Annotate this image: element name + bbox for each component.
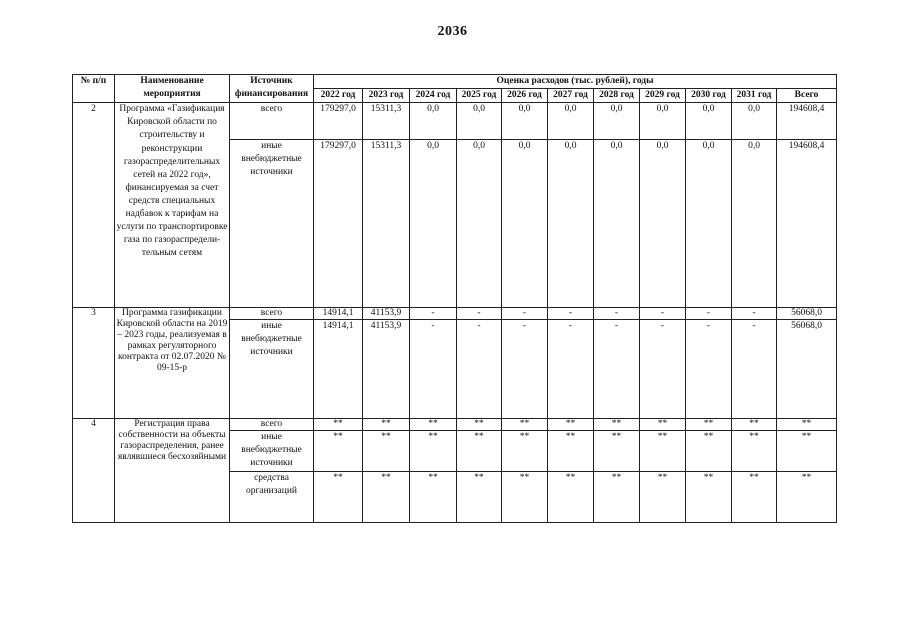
total-value: ** bbox=[777, 419, 837, 431]
year-value: ** bbox=[686, 471, 732, 522]
header-year: 2028 год bbox=[594, 89, 640, 103]
year-value: - bbox=[686, 320, 732, 419]
year-value: - bbox=[548, 308, 594, 320]
funding-source: всего bbox=[230, 103, 314, 140]
year-value: ** bbox=[686, 431, 732, 471]
header-year: 2030 год bbox=[686, 89, 732, 103]
year-value: ** bbox=[594, 471, 640, 522]
funding-source: иные внебюджетные источники bbox=[230, 320, 314, 419]
table-row bbox=[73, 419, 837, 431]
header-name: Наименование мероприятия bbox=[115, 75, 230, 103]
year-value: ** bbox=[732, 419, 777, 431]
funding-source: всего bbox=[230, 419, 314, 431]
header-year: 2029 год bbox=[640, 89, 686, 103]
header-source: Источник финансирования bbox=[230, 75, 314, 103]
year-value: ** bbox=[548, 419, 594, 431]
header-estimate: Оценка расходов (тыс. рублей), годы bbox=[314, 75, 837, 89]
year-value: 0,0 bbox=[732, 103, 777, 140]
header-year: 2025 год bbox=[457, 89, 502, 103]
funding-source: иные внебюджетные источники bbox=[230, 140, 314, 308]
year-value: 41153,9 bbox=[363, 320, 410, 419]
year-value: 15311,3 bbox=[363, 140, 410, 308]
year-value: ** bbox=[640, 471, 686, 522]
row-number: 4 bbox=[73, 419, 115, 522]
year-value: ** bbox=[314, 471, 363, 522]
table-row bbox=[73, 103, 837, 140]
year-value: - bbox=[640, 320, 686, 419]
year-value: - bbox=[502, 320, 548, 419]
year-value: ** bbox=[640, 419, 686, 431]
year-value: - bbox=[732, 320, 777, 419]
header-year: 2026 год bbox=[502, 89, 548, 103]
year-value: - bbox=[457, 320, 502, 419]
year-value: ** bbox=[594, 419, 640, 431]
table-header bbox=[73, 75, 837, 103]
table-row bbox=[73, 308, 837, 320]
year-value: - bbox=[594, 308, 640, 320]
year-value: ** bbox=[686, 419, 732, 431]
total-value: 194608,4 bbox=[777, 140, 837, 308]
year-value: ** bbox=[502, 419, 548, 431]
year-value: ** bbox=[363, 431, 410, 471]
budget-table bbox=[72, 74, 837, 523]
year-value: - bbox=[410, 308, 457, 320]
total-value: ** bbox=[777, 431, 837, 471]
year-value: 41153,9 bbox=[363, 308, 410, 320]
year-value: 179297,0 bbox=[314, 103, 363, 140]
year-value: ** bbox=[732, 471, 777, 522]
header-year: 2027 год bbox=[548, 89, 594, 103]
year-value: 0,0 bbox=[640, 103, 686, 140]
page-number: 2036 bbox=[437, 24, 468, 39]
year-value: - bbox=[457, 308, 502, 320]
header-year: Всего bbox=[777, 89, 837, 103]
year-value: 0,0 bbox=[548, 140, 594, 308]
header-num: № п/п bbox=[73, 75, 115, 103]
total-value: 56068,0 bbox=[777, 320, 837, 419]
year-value: 0,0 bbox=[502, 103, 548, 140]
year-value: - bbox=[410, 320, 457, 419]
activity-name: Регистрация права собственности на объекты газораспределения, ранее являвшиеся бесхозяйными bbox=[115, 419, 230, 522]
total-value: 56068,0 bbox=[777, 308, 837, 320]
year-value: 179297,0 bbox=[314, 140, 363, 308]
row-number: 2 bbox=[73, 103, 115, 308]
year-value: ** bbox=[363, 471, 410, 522]
year-value: ** bbox=[502, 431, 548, 471]
year-value: - bbox=[502, 308, 548, 320]
year-value: 0,0 bbox=[410, 140, 457, 308]
year-value: 0,0 bbox=[732, 140, 777, 308]
header-year: 2031 год bbox=[732, 89, 777, 103]
header-year: 2023 год bbox=[363, 89, 410, 103]
year-value: ** bbox=[457, 419, 502, 431]
row-number: 3 bbox=[73, 308, 115, 419]
total-value: ** bbox=[777, 471, 837, 522]
year-value: 14914,1 bbox=[314, 308, 363, 320]
year-value: 0,0 bbox=[594, 103, 640, 140]
year-value: 0,0 bbox=[594, 140, 640, 308]
year-value: 0,0 bbox=[457, 140, 502, 308]
year-value: 0,0 bbox=[640, 140, 686, 308]
year-value: ** bbox=[314, 419, 363, 431]
year-value: - bbox=[732, 308, 777, 320]
year-value: ** bbox=[502, 471, 548, 522]
year-value: 0,0 bbox=[686, 103, 732, 140]
year-value: ** bbox=[410, 431, 457, 471]
funding-source: иные внебюджетные источники bbox=[230, 431, 314, 471]
year-value: 0,0 bbox=[548, 103, 594, 140]
header-year: 2024 год bbox=[410, 89, 457, 103]
year-value: ** bbox=[457, 431, 502, 471]
table-body bbox=[73, 103, 837, 522]
funding-source: средства организаций bbox=[230, 471, 314, 522]
year-value: ** bbox=[410, 419, 457, 431]
year-value: 0,0 bbox=[410, 103, 457, 140]
year-value: - bbox=[548, 320, 594, 419]
year-value: ** bbox=[410, 471, 457, 522]
year-value: 0,0 bbox=[686, 140, 732, 308]
header-year: 2022 год bbox=[314, 89, 363, 103]
year-value: ** bbox=[314, 431, 363, 471]
year-value: ** bbox=[548, 471, 594, 522]
year-value: ** bbox=[363, 419, 410, 431]
year-value: 15311,3 bbox=[363, 103, 410, 140]
year-value: ** bbox=[732, 431, 777, 471]
total-value: 194608,4 bbox=[777, 103, 837, 140]
year-value: ** bbox=[640, 431, 686, 471]
year-value: ** bbox=[457, 471, 502, 522]
year-value: 0,0 bbox=[457, 103, 502, 140]
year-value: 0,0 bbox=[502, 140, 548, 308]
year-value: - bbox=[594, 320, 640, 419]
activity-name: Программа газификации Кировской области на 2019 – 2023 годы, реализуемая в рамках регуляторного контракта от 02.07.2020 № 09-15-р bbox=[115, 308, 230, 419]
funding-source: всего bbox=[230, 308, 314, 320]
year-value: ** bbox=[548, 431, 594, 471]
year-value: 14914,1 bbox=[314, 320, 363, 419]
year-value: - bbox=[640, 308, 686, 320]
year-value: ** bbox=[594, 431, 640, 471]
year-value: - bbox=[686, 308, 732, 320]
activity-name: Программа «Газификация Кировской области по строительству и реконструкции газораспределительных сетей на 2022 год», финансируемая за счет средств специальных надбавок к тарифам на услуги по транспортировке газа по газораспредели-тельным сетям bbox=[115, 103, 230, 308]
